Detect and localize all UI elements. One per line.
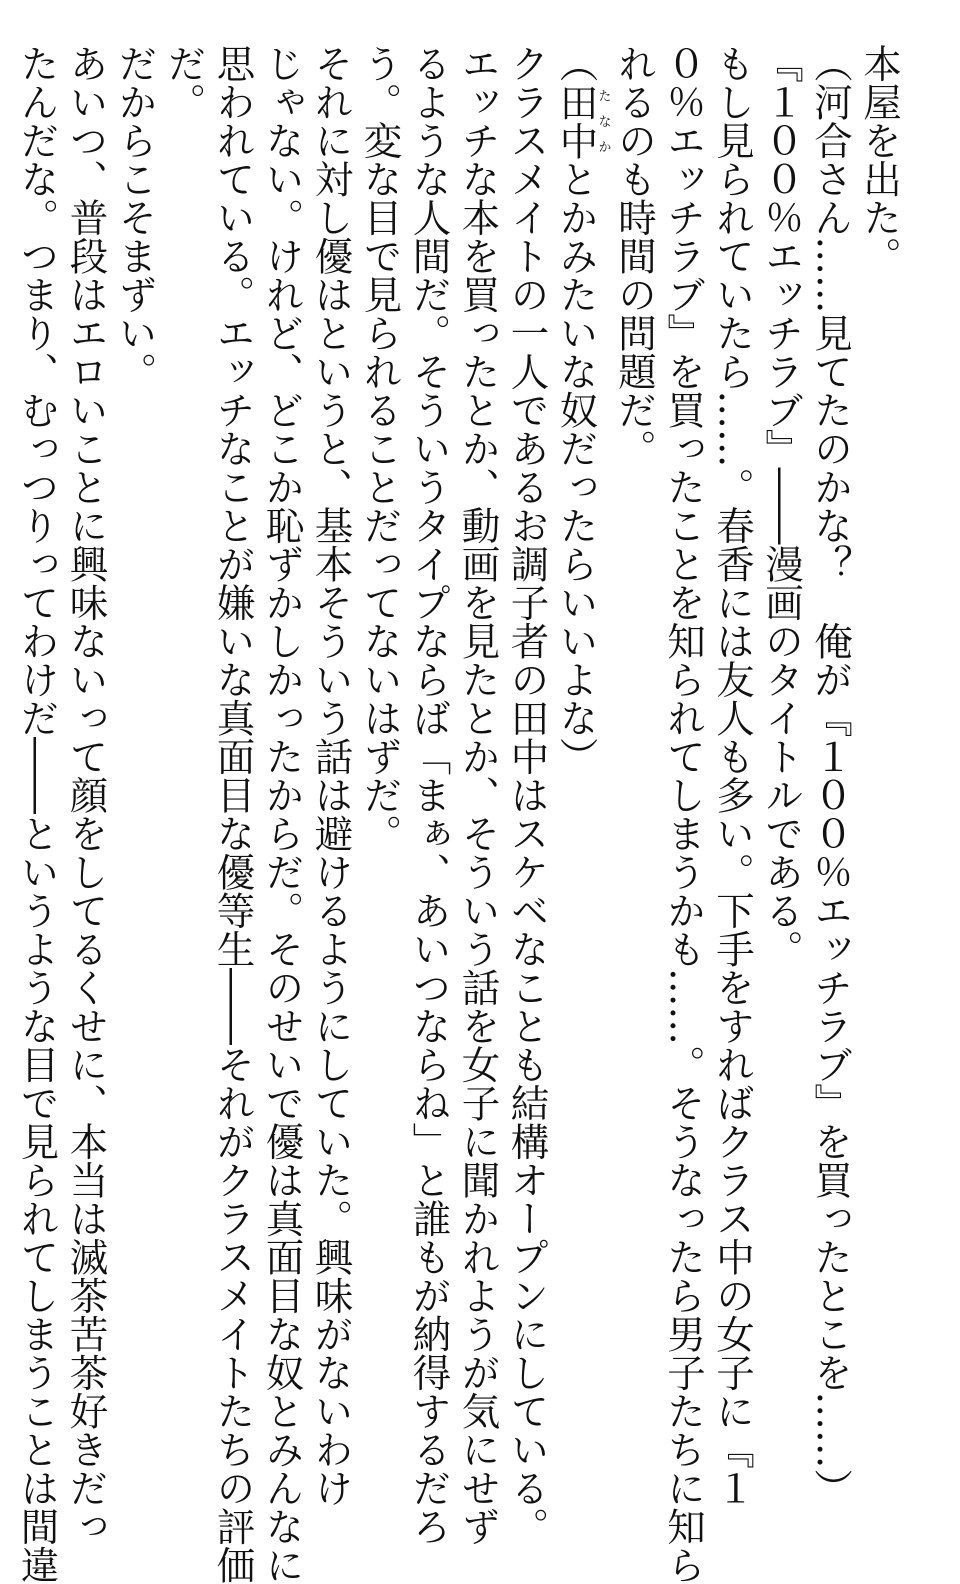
text-line: れるのも時間の問題だ。 bbox=[612, 44, 657, 468]
ruby-line-prefix: （ bbox=[553, 44, 599, 83]
text-line: るような人間だ。そういうタイプならば「まぁ、あいつならね」と誰もが納得するだろ bbox=[406, 44, 452, 1546]
text-line: じゃない。けれど、どこか恥ずかしかったからだ。そのせいで優は真面目な奴とみんなに bbox=[259, 44, 305, 1584]
text-line: だからこそまずい。 bbox=[112, 44, 158, 391]
text-line: それに対し優はというと、基本そういう話は避けるようにしていた。興味がないわけ bbox=[308, 44, 354, 1507]
text-line: あいつ、普段はエロいことに興味ないって顔をしてるくせに、本当は滅茶苦茶好きだっ bbox=[63, 44, 109, 1546]
text-line: たんだな。つまり、むっつりってわけだ――というような目で見られてしまうことは間違 bbox=[14, 44, 60, 1584]
ruby-line-suffix: とかみたいな奴だったらいいよな） bbox=[553, 159, 599, 776]
text-line: 本屋を出た。 bbox=[857, 44, 902, 275]
text-line: 思われている。エッチなことが嫌いな真面目な優等生――それがクラスメイトたちの評価 bbox=[210, 44, 256, 1584]
text-line: ０％エッチラブ』を買ったことを知られてしまうかも……。そうなったら男子たちに知ら bbox=[661, 44, 706, 1584]
text-line: （河合さん……見てたのかな？ 俺が『１００％エッチラブ』を買ったとこを……） bbox=[808, 44, 853, 1507]
text-line: だ。 bbox=[161, 44, 207, 121]
text-line: 『１００％エッチラブ』――漫画のタイトルである。 bbox=[759, 44, 804, 968]
text-line: エッチな本を買ったとか、動画を見たとか、そういう話を女子に聞かれようが気にせず bbox=[455, 44, 501, 1546]
furigana-reading: たなか bbox=[595, 82, 611, 160]
text-line: もし見られていたら……。春香には友人も多い。下手をすればクラス中の女子に『１ bbox=[710, 44, 755, 1507]
furigana-word bbox=[553, 82, 611, 160]
text-line: クラスメイトの一人であるお調子者の田中はスケベなことも結構オープンにしている。 bbox=[504, 44, 550, 1546]
furigana-base: 田中 bbox=[553, 82, 599, 160]
text-line: う。変な目で見られることだってないはずだ。 bbox=[357, 44, 403, 853]
vertical-text-body bbox=[13, 44, 905, 1584]
text-line-with-furigana bbox=[552, 44, 611, 1244]
